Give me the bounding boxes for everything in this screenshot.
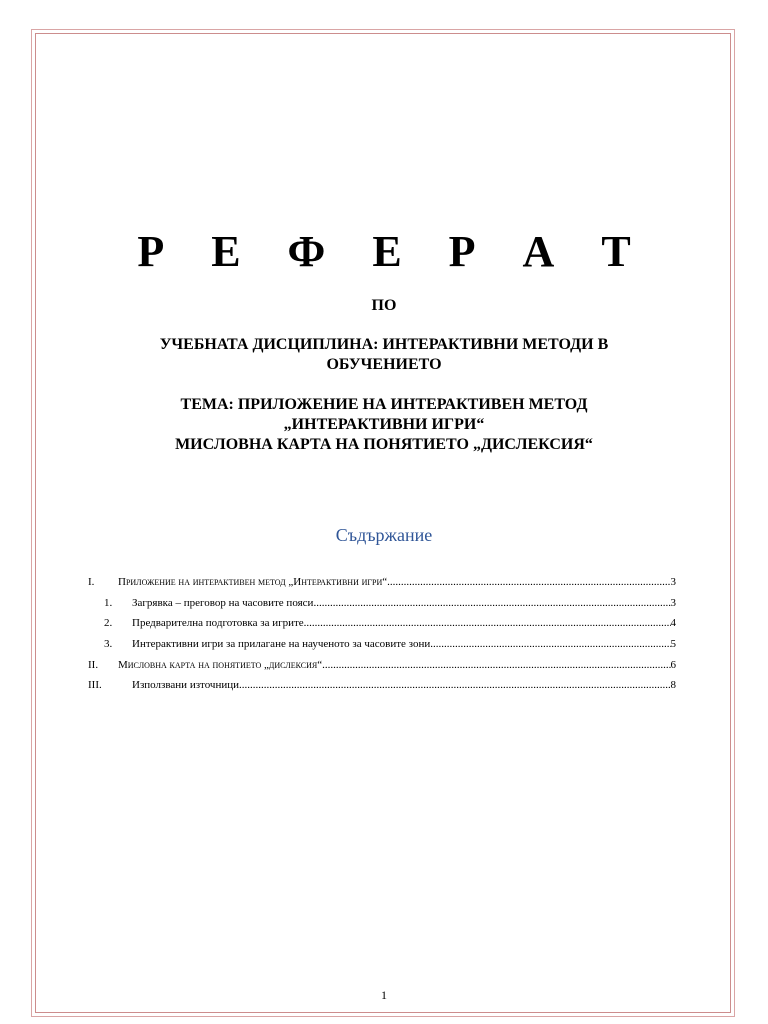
topic-block [0, 395, 768, 455]
toc-entry-number: II. [88, 658, 99, 671]
toc-entry-number: 1. [104, 596, 113, 609]
toc-entry-text: Предварителна подготовка за игрите [132, 617, 304, 630]
toc-entry[interactable] [88, 613, 676, 634]
toc-entry[interactable] [88, 572, 676, 593]
toc-leader-dots [322, 659, 670, 671]
toc-leader-dots [304, 617, 671, 629]
page-number: 1 [381, 988, 387, 1002]
discipline-block [0, 335, 768, 375]
toc-entry-page: 3 [670, 576, 676, 589]
toc-heading: Съдържание [335, 525, 433, 545]
topic-line-2: „ИНТЕРАКТИВНИ ИГРИ“ [283, 416, 485, 433]
page-border-inner [35, 33, 731, 1013]
toc-entry-number: 2. [104, 617, 113, 630]
toc-leader-dots [313, 597, 670, 609]
toc-entry[interactable] [88, 593, 676, 614]
topic-line-3: МИСЛОВНА КАРТА НА ПОНЯТИЕТО „ДИСЛЕКСИЯ“ [175, 436, 593, 453]
toc-entry-page: 3 [670, 596, 676, 609]
discipline-line-1: УЧЕБНАТА ДИСЦИПЛИНА: ИНТЕРАКТИВНИ МЕТОДИ В [159, 336, 609, 353]
toc-leader-dots [387, 576, 670, 588]
toc-entry-text: Мисловна карта на понятието „дислексия“ [118, 658, 323, 671]
toc-entry-page: 4 [670, 617, 676, 630]
toc-entry-number: I. [88, 576, 95, 589]
toc-entry-number: III. [88, 679, 102, 692]
subtitle-po: ПО [371, 297, 397, 314]
document-title: Р Е Ф Е Р А Т [137, 227, 649, 276]
discipline-line-2: ОБУЧЕНИЕТО [326, 356, 442, 373]
toc-leader-dots [430, 638, 670, 650]
table-of-contents [88, 572, 676, 696]
toc-entry-text: Интерактивни игри за прилагане на наученото за часовите зони [132, 638, 431, 651]
toc-entry[interactable] [88, 675, 676, 696]
toc-entry-text: Използвани източници [132, 679, 240, 692]
topic-line-1: ТЕМА: ПРИЛОЖЕНИЕ НА ИНТЕРАКТИВЕН МЕТОД [180, 396, 588, 413]
toc-entry[interactable] [88, 634, 676, 655]
toc-entry[interactable] [88, 654, 676, 675]
toc-entry-page: 8 [670, 679, 676, 692]
toc-entry-page: 5 [670, 638, 676, 651]
toc-entry-number: 3. [104, 638, 113, 651]
toc-entry-text: Приложение на интерактивен метод „Интерактивни игри“ [118, 576, 388, 589]
toc-entry-page: 6 [670, 658, 676, 671]
toc-leader-dots [239, 679, 670, 691]
toc-entry-text: Загрявка – преговор на часовите пояси [132, 596, 314, 609]
